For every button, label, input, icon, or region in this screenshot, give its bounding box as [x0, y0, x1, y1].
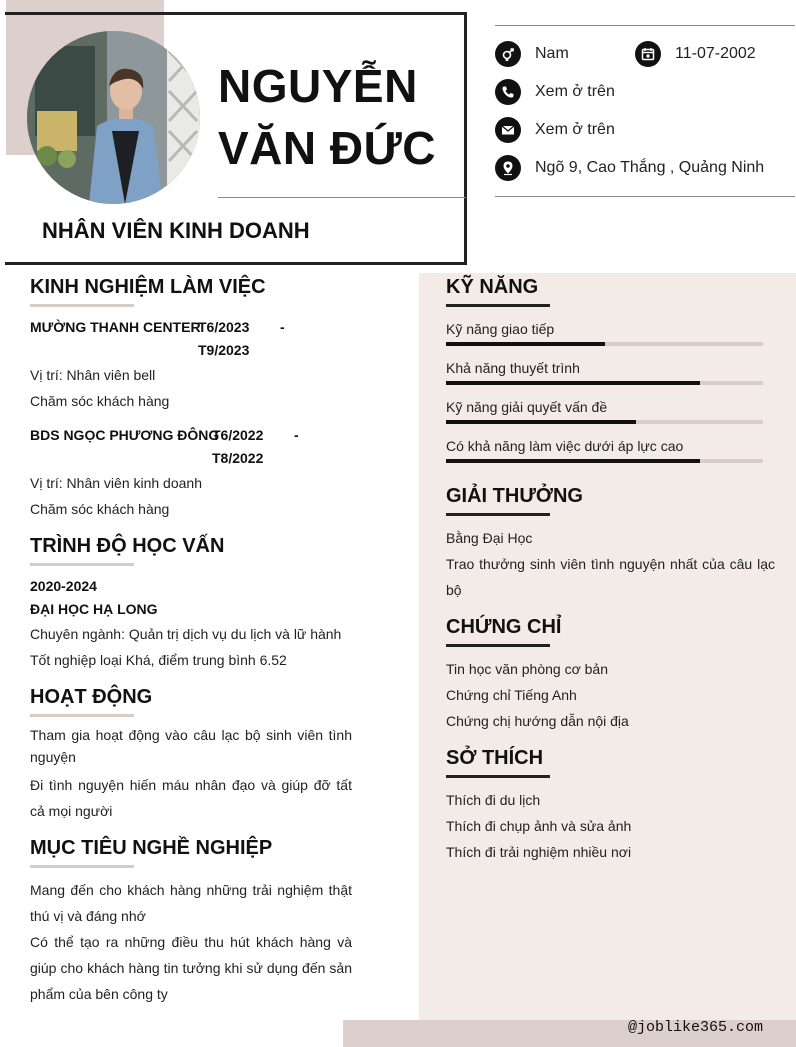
award-item: Bằng Đại Học	[446, 530, 533, 546]
phone-value: Xem ở trên	[535, 83, 615, 100]
hobby-item: Thích đi trải nghiệm nhiều nơi	[446, 844, 632, 860]
education-heading-rule	[30, 563, 134, 566]
job-end-date: T8/2022	[212, 450, 264, 466]
education-years: 2020-2024	[30, 578, 97, 594]
skill-bar-fill	[446, 342, 605, 346]
name-line-1: NGUYỄN	[218, 60, 418, 112]
skills-heading-rule	[446, 304, 550, 307]
objective-item: Có thể tạo ra những điều thu hút khách hàng và giúp cho khách hàng tin tưởng khi sử dụng đến sản phẩm của bên công ty	[30, 934, 352, 1002]
activities-heading-rule	[30, 714, 134, 717]
avatar	[27, 31, 200, 204]
education-major: Chuyên ngành: Quản trị dịch vụ du lịch và lữ hành	[30, 626, 342, 642]
certificate-item: Chứng chị hướng dẫn nội địa	[446, 713, 629, 729]
hobby-item: Thích đi chụp ảnh và sửa ảnh	[446, 818, 632, 834]
job-end-date: T9/2023	[198, 342, 250, 358]
job-company: BDS NGỌC PHƯƠNG ĐÔNG	[30, 427, 220, 443]
gender-value: Nam	[535, 45, 569, 62]
job-date-dash: -	[294, 427, 299, 443]
activity-item: Tham gia hoạt động vào câu lạc bộ sinh viên tình nguyện	[30, 727, 352, 765]
job-date-dash: -	[280, 319, 285, 335]
objective-heading: MỤC TIÊU NGHỀ NGHIỆP	[30, 837, 273, 859]
awards-heading: GIẢI THƯỞNG	[446, 485, 583, 507]
hobby-item: Thích đi du lịch	[446, 792, 541, 808]
experience-heading-rule	[30, 304, 134, 307]
address-value: Ngõ 9, Cao Thắng , Quảng Ninh	[535, 159, 765, 176]
activities-heading: HOẠT ĐỘNG	[30, 686, 153, 708]
profile-photo	[27, 31, 200, 204]
skill-bar-track	[446, 381, 763, 385]
awards-heading-rule	[446, 513, 550, 516]
skill-label: Kỹ năng giải quyết vấn đề	[446, 399, 608, 415]
job-start-date: T6/2023	[198, 319, 250, 335]
job-position: Vị trí: Nhân viên bell	[30, 367, 156, 383]
job-position: Vị trí: Nhân viên kinh doanh	[30, 475, 202, 491]
education-school: ĐẠI HỌC HẠ LONG	[30, 601, 158, 617]
envelope-icon	[495, 117, 521, 143]
birthday-value: 11-07-2002	[675, 45, 756, 62]
certificate-item: Tin học văn phòng cơ bản	[446, 661, 608, 677]
phone-icon	[495, 79, 521, 105]
education-heading: TRÌNH ĐỘ HỌC VẤN	[30, 535, 225, 557]
contact-top-rule	[495, 25, 795, 26]
email-value: Xem ở trên	[535, 121, 615, 138]
location-pin-icon	[495, 155, 521, 181]
education-grade: Tốt nghiệp loại Khá, điểm trung bình 6.52	[30, 652, 287, 668]
skill-label: Khả năng thuyết trình	[446, 360, 580, 376]
objective-heading-rule	[30, 865, 134, 868]
certificates-heading-rule	[446, 644, 550, 647]
name-line-2: VĂN ĐỨC	[218, 122, 437, 174]
award-item: Trao thưởng sinh viên tình nguyện nhất của câu lạc bộ	[446, 556, 775, 598]
job-company: MƯỜNG THANH CENTER	[30, 319, 201, 335]
job-start-date: T6/2022	[212, 427, 264, 443]
certificates-heading: CHỨNG CHỈ	[446, 616, 562, 638]
skill-bar-fill	[446, 459, 700, 463]
job-task: Chăm sóc khách hàng	[30, 393, 170, 409]
skill-label: Kỹ năng giao tiếp	[446, 321, 555, 337]
contact-bottom-rule	[495, 196, 795, 197]
job-task: Chăm sóc khách hàng	[30, 501, 170, 517]
hobbies-heading-rule	[446, 775, 550, 778]
hobbies-heading: SỞ THÍCH	[446, 747, 544, 769]
job-title: NHÂN VIÊN KINH DOANH	[42, 218, 310, 243]
watermark: @joblike365.com	[628, 1019, 764, 1036]
experience-heading: KINH NGHIỆM LÀM VIỆC	[30, 276, 266, 298]
gender-icon	[495, 41, 521, 67]
certificate-item: Chứng chỉ Tiếng Anh	[446, 687, 577, 703]
skill-label: Có khả năng làm việc dưới áp lực cao	[446, 438, 684, 454]
calendar-icon	[635, 41, 661, 67]
skill-bar-fill	[446, 420, 636, 424]
skill-bar-fill	[446, 381, 700, 385]
skills-heading: KỸ NĂNG	[446, 276, 539, 298]
name-divider	[218, 197, 466, 198]
activity-item: Đi tình nguyện hiến máu nhân đạo và giúp đỡ tất cả mọi người	[30, 777, 352, 819]
objective-item: Mang đến cho khách hàng những trải nghiệm thật thú vị và đáng nhớ	[30, 882, 352, 924]
skill-bar-track	[446, 459, 763, 463]
skill-bar-track	[446, 420, 763, 424]
skill-bar-track	[446, 342, 763, 346]
